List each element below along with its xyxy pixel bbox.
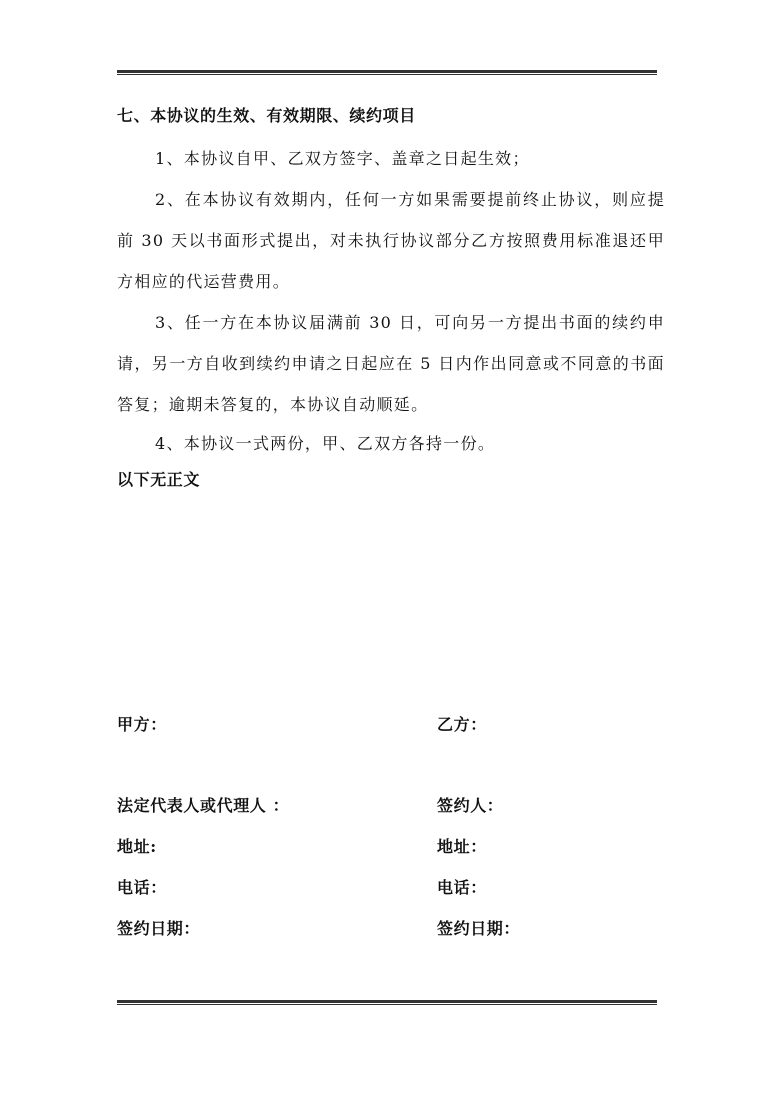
section-heading: 七、本协议的生效、有效期限、续约项目	[117, 106, 416, 125]
party-a-date-label: 签约日期：	[117, 919, 201, 938]
clause-3: 3、任一方在本协议届满前 30 日，可向另一方提出书面的续约申请，另一方自收到续约申请之日起应在 5 日内作出同意或不同意的书面答复；逾期未答复的，本协议自动顺延。	[117, 313, 665, 414]
party-b-address-label: 地址：	[437, 837, 487, 856]
header-rule	[117, 70, 657, 75]
party-a-phone-label: 电话：	[117, 878, 167, 897]
party-a-address-label: 地址:	[117, 837, 157, 856]
clause-1: 1、本协议自甲、乙双方签字、盖章之日起生效；	[155, 149, 530, 168]
party-a-representative-label: 法定代表人或代理人 ：	[117, 796, 290, 815]
party-b-date-label: 签约日期：	[437, 919, 521, 938]
party-b-label: 乙方：	[437, 715, 487, 734]
party-a-label: 甲方：	[117, 715, 167, 734]
end-of-text-note: 以下无正文	[117, 470, 201, 489]
clause-4: 4、本协议一式两份，甲、乙双方各持一份。	[155, 434, 496, 453]
footer-rule	[117, 1000, 657, 1005]
party-b-phone-label: 电话：	[437, 878, 487, 897]
clause-2: 2、在本协议有效期内，任何一方如果需要提前终止协议，则应提前 30 天以书面形式提出，对未执行协议部分乙方按照费用标准退还甲方相应的代运营费用。	[117, 190, 665, 291]
party-b-signer-label: 签约人：	[437, 796, 504, 815]
